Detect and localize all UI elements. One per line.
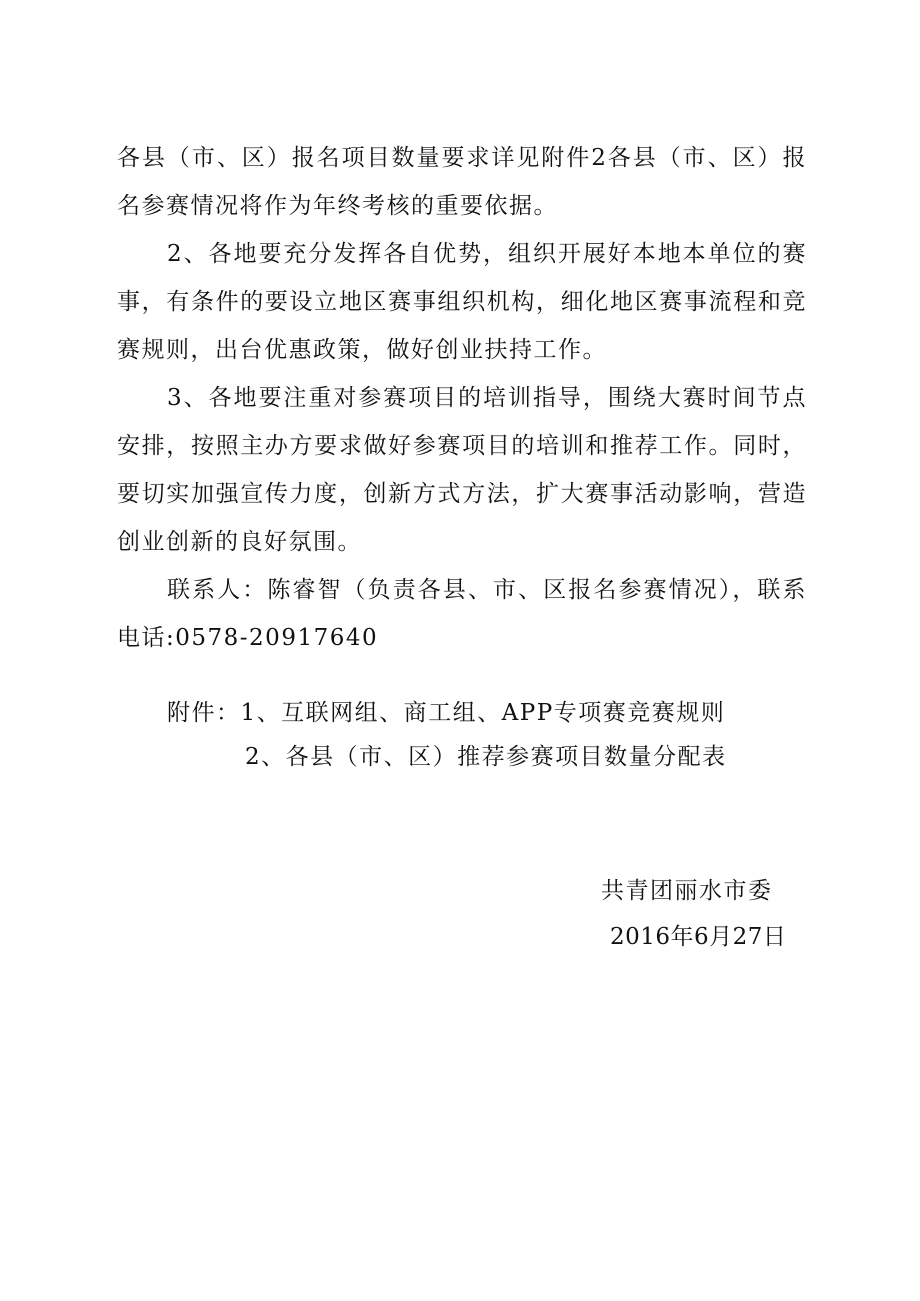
attachment-item-1-text: 1、互联网组、商工组、APP专项赛竞赛规则	[240, 700, 726, 726]
contact-paragraph	[117, 566, 807, 662]
paragraph-2	[117, 230, 807, 374]
contact-text: 联系人：陈睿智（负责各县、市、区报名参赛情况），联系电话:0578-20917640	[117, 577, 807, 651]
paragraph-3	[117, 374, 807, 566]
paragraph-2-text: 2、各地要充分发挥各自优势，组织开展好本地本单位的赛事，有条件的要设立地区赛事组织机构，细化地区赛事流程和竞赛规则，出台优惠政策，做好创业扶持工作。	[117, 241, 807, 363]
attachment-item-2-text: 2、各县（市、区）推荐参赛项目数量分配表	[245, 744, 727, 770]
paragraph-continuation-text: 各县（市、区）报名项目数量要求详见附件2各县（市、区）报名参赛情况将作为年终考核的重要依据。	[117, 145, 807, 219]
signature-date: 2016年6月27日	[610, 924, 787, 950]
paragraph-3-text: 3、各地要注重对参赛项目的培训指导，围绕大赛时间节点安排，按照主办方要求做好参赛项目的培训和推荐工作。同时，要切实加强宣传力度，创新方式方法，扩大赛事活动影响，营造创业创新的良好氛围。	[117, 385, 807, 555]
attachment-label: 附件：	[167, 700, 241, 726]
attachment-item-2	[245, 734, 727, 780]
paragraph-continuation	[117, 134, 807, 230]
signature-organization: 共青团丽水市委	[601, 878, 773, 904]
attachment-item-1	[167, 690, 725, 736]
